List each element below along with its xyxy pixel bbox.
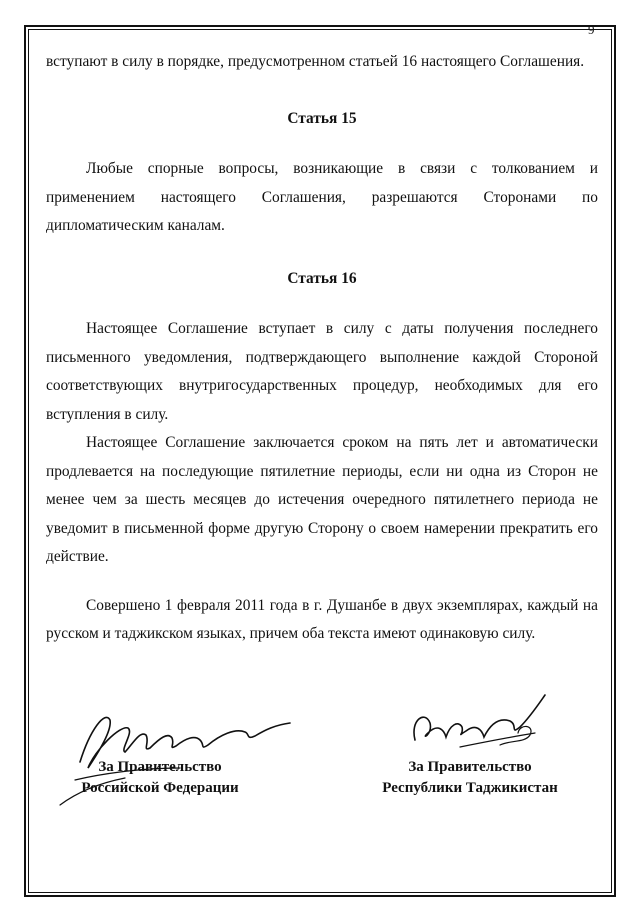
left-signatory-line1: За Правительство	[98, 759, 222, 775]
right-signatory-caption	[355, 757, 585, 799]
closing-paragraph: Совершено 1 февраля 2011 года в г. Душанбе в двух экземплярах, каждый на русском и таджикском языках, причем оба текста имеют одинаковую силу.	[46, 596, 598, 642]
left-signature	[50, 690, 310, 820]
document-body	[46, 48, 598, 649]
right-signatory-line2: Республики Таджикистан	[382, 780, 558, 796]
article-15-heading: Статья 15	[287, 109, 357, 127]
right-signatory-line1: За Правительство	[408, 759, 532, 775]
article-16-paragraph-2: Настоящее Соглашение заключается сроком на пять лет и автоматически продлевается на последующие пятилетние периоды, если ни одна из Сторон не менее чем за шесть месяцев до истечения очередного пятилетнего периода не уведомит в письменной форме другую Сторону о своем намерении прекратить его действие.	[46, 434, 598, 565]
article-15-text: Любые спорные вопросы, возникающие в связи с толкованием и применением настоящего Соглашения, разрешаются Сторонами по дипломатическим каналам.	[46, 160, 598, 234]
page-number: 9	[588, 22, 595, 37]
article-16-heading: Статья 16	[287, 269, 357, 287]
continuation-paragraph: вступают в силу в порядке, предусмотренном статьей 16 настоящего Соглашения.	[46, 53, 585, 70]
left-signatory-caption	[60, 757, 260, 799]
article-16-paragraph-1: Настоящее Соглашение вступает в силу с даты получения последнего письменного уведомления, подтверждающего выполнение каждой Стороной соответствующих внутригосударственных процедур, необходимых для его вступления в силу.	[46, 320, 598, 423]
left-signatory-line2: Российской Федерации	[81, 780, 239, 796]
